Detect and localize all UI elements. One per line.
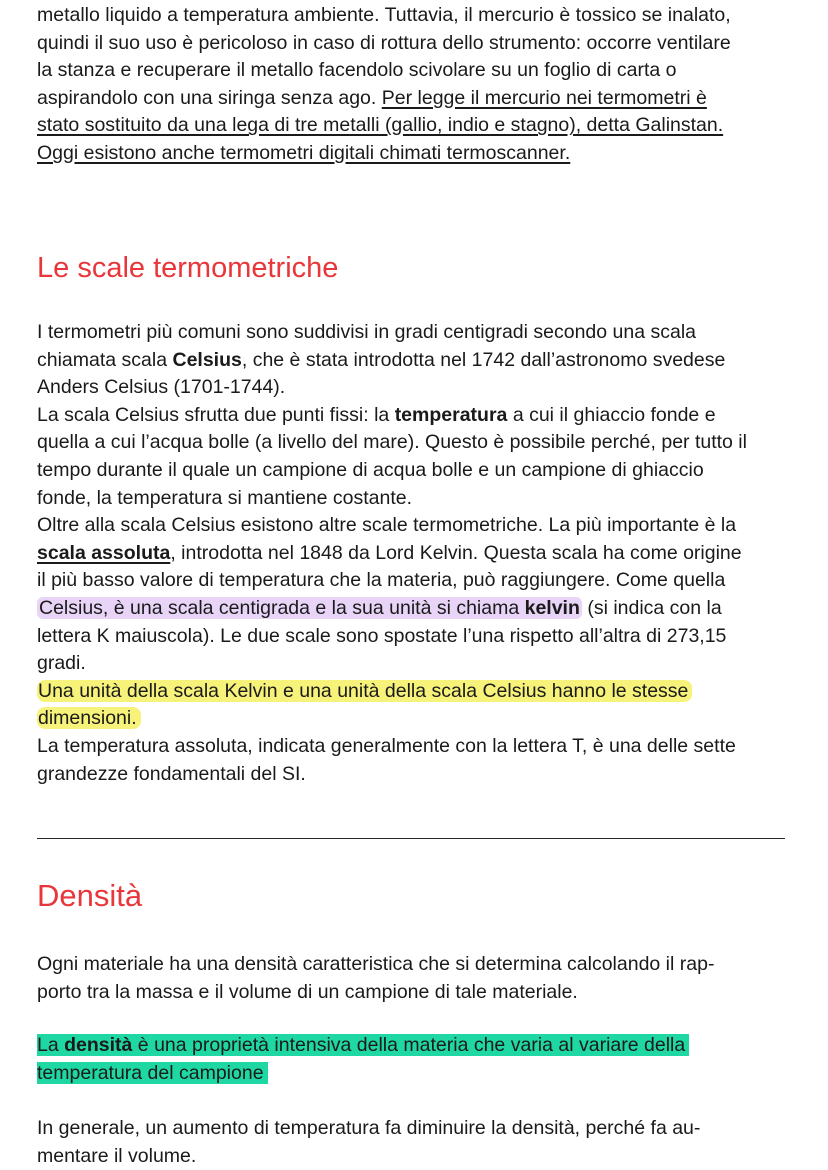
text-line: lettera K maiuscola). Le due scale sono spostate l’una rispetto all’altra di 273,15: [37, 624, 727, 647]
yellow-highlight: dimensioni.: [37, 707, 141, 729]
text-line: porto tra la massa e il volume di un campione di tale materiale.: [37, 980, 578, 1003]
green-highlight: [37, 1034, 689, 1056]
text-line: [37, 705, 797, 733]
text-line: quella a cui l’acqua bolle (a livello del mare). Questo è possibile perché, per tutto il: [37, 431, 747, 454]
text-line: mentare il volume.: [37, 1144, 197, 1167]
text-line: tempo durante il quale un campione di acqua bolle e un campione di ghiaccio: [37, 458, 704, 481]
text-line: In generale, un aumento di temperatura fa diminuire la densità, perché fa au-: [37, 1117, 701, 1139]
text-line: metallo liquido a temperatura ambiente. Tuttavia, il mercurio è tossico se inalato,: [37, 4, 731, 26]
text-run: La: [37, 1034, 65, 1056]
text-run: aspirandolo con una siringa senza ago.: [37, 86, 382, 109]
text-line: il più basso valore di temperatura che la materia, può raggiungere. Come quella: [37, 569, 726, 592]
text-line: grandezze fondamentali del SI.: [37, 762, 306, 785]
text-run: , che è stata introdotta nel 1742 dall’astronomo svedese: [241, 348, 726, 371]
text-line: La temperatura assoluta, indicata generalmente con la lettera T, è una delle sette: [37, 734, 736, 757]
text-line: quindi il suo uso è pericoloso in caso di rottura dello strumento: occorre ventilare: [37, 31, 731, 54]
green-highlight: temperatura del campione: [37, 1062, 268, 1084]
bold-term: densità: [64, 1034, 133, 1056]
text-run: (si indica con la: [581, 596, 722, 619]
density-paragraph-2: [37, 1032, 797, 1087]
text-run: chiamata scala: [37, 348, 173, 371]
section-heading-density: Densità: [37, 878, 143, 913]
text-line: [37, 1032, 797, 1060]
text-line: [37, 678, 797, 706]
intro-paragraph: [37, 2, 797, 168]
scale-section-body: [37, 319, 797, 788]
bold-term: temperatura: [394, 403, 508, 426]
underlined-text: Per legge il mercurio nei termometri è: [381, 86, 707, 109]
density-paragraph-3: [37, 1115, 797, 1170]
underlined-text: Oggi esistono anche termometri digitali chimati termoscanner.: [37, 141, 571, 164]
bold-term: Celsius: [172, 348, 242, 371]
section-divider: [37, 838, 785, 839]
density-paragraph-1: [37, 951, 797, 1006]
purple-highlight: [37, 597, 582, 619]
underlined-text: stato sostituito da una lega di tre metalli (gallio, indio e stagno), detta Galinstan.: [37, 114, 724, 137]
text-line: Ogni materiale ha una densità caratteristica che si determina calcolando il rap-: [37, 953, 715, 975]
text-line: [37, 402, 797, 430]
text-line: Oltre alla scala Celsius esistono altre scale termometriche. La più importante è la: [37, 514, 737, 537]
yellow-highlight: Una unità della scala Kelvin e una unità della scala Celsius hanno le stesse: [37, 680, 692, 702]
text-run: è una proprietà intensiva della materia che varia al variare della: [132, 1034, 686, 1056]
text-run: Celsius, è una scala centigrada e la sua unità si chiama: [39, 596, 525, 619]
text-run: a cui il ghiaccio fonde e: [507, 403, 716, 426]
bold-underlined-term: scala assoluta: [37, 541, 171, 564]
text-line: fonde, la temperatura si mantiene costante.: [37, 486, 413, 509]
text-line: gradi.: [37, 652, 86, 675]
text-line: [37, 85, 797, 113]
section-heading-scale: Le scale termometriche: [37, 252, 339, 284]
text-line: [37, 595, 797, 623]
text-run: , introdotta nel 1848 da Lord Kelvin. Questa scala ha come origine: [170, 541, 742, 564]
text-line: [37, 112, 797, 140]
text-line: la stanza e recuperare il metallo facendolo scivolare su un foglio di carta o: [37, 59, 677, 82]
text-line: [37, 140, 797, 168]
bold-term: kelvin: [524, 596, 580, 619]
text-line: [37, 540, 797, 568]
text-line: [37, 347, 797, 375]
text-run: La scala Celsius sfrutta due punti fissi: la: [37, 403, 395, 426]
text-line: I termometri più comuni sono suddivisi in gradi centigradi secondo una scala: [37, 321, 697, 343]
text-line: [37, 1060, 797, 1088]
text-line: Anders Celsius (1701-1744).: [37, 376, 286, 399]
